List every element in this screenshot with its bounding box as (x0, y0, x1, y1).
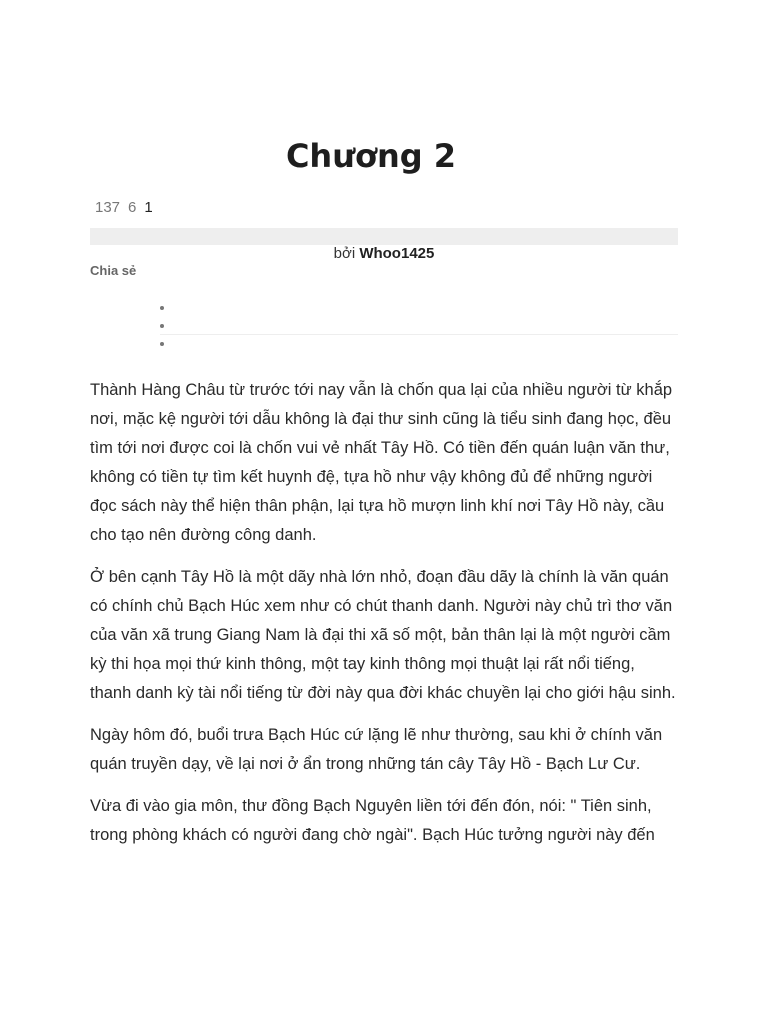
share-label: Chia sẻ (90, 263, 137, 278)
author-prefix: bởi (333, 245, 356, 262)
author-name-link[interactable]: Whoo1425 (359, 245, 435, 262)
reads-count: 137 (95, 199, 121, 216)
votes-count: 6 (128, 199, 137, 216)
chapter-stats (95, 199, 153, 217)
comments-count[interactable]: 1 (144, 199, 153, 216)
header-bar (90, 228, 678, 245)
paragraph: Vừa đi vào gia môn, thư đồng Bạch Nguyên liền tới đến đón, nói: " Tiên sinh, trong phòng khách có người đang chờ ngài". Bạch Húc tưởng người này đến (90, 797, 655, 844)
paragraph: Ngày hôm đó, buổi trưa Bạch Húc cứ lặng lẽ như thường, sau khi ở chính văn quán truyền dạy, về lại nơi ở ẩn trong những tán cây Tây Hồ - Bạch Lư Cư. (90, 726, 663, 773)
chapter-title: Chương 2 (285, 137, 457, 175)
chapter-content (90, 376, 678, 863)
divider (160, 334, 678, 335)
author-line (90, 245, 678, 263)
paragraph: Thành Hàng Châu từ trước tới nay vẫn là chốn qua lại của nhiều người từ khắp nơi, mặc kệ người tới dẫu không là đại thư sinh cũng là tiểu sinh đang học, đều tìm tới nơi được coi là chốn vui vẻ nhất Tây Hồ. Có tiền đến quán luận văn thư, không có tiền tự tìm kết huynh đệ, tựa hồ như vậy không đủ để những người đọc sách này thể hiện thân phận, lại tựa hồ mượn linh khí nơi Tây Hồ này, cầu cho tạo nên đường công danh. (90, 381, 673, 544)
paragraph: Ở bên cạnh Tây Hồ là một dãy nhà lớn nhỏ, đoạn đầu dãy là chính là văn quán có chính chủ Bạch Húc xem như có chút thanh danh. Người này chủ trì thơ văn của văn xã trung Giang Nam là đại thi xã số một, bản thân lại là một người cầm kỳ thi họa mọi thứ kinh thông, một tay kinh thông mọi thuật lại rất nổi tiếng, thanh danh kỳ tài nổi tiếng từ đời này qua đời khác chuyền lại cho giới hậu sinh. (90, 568, 676, 702)
